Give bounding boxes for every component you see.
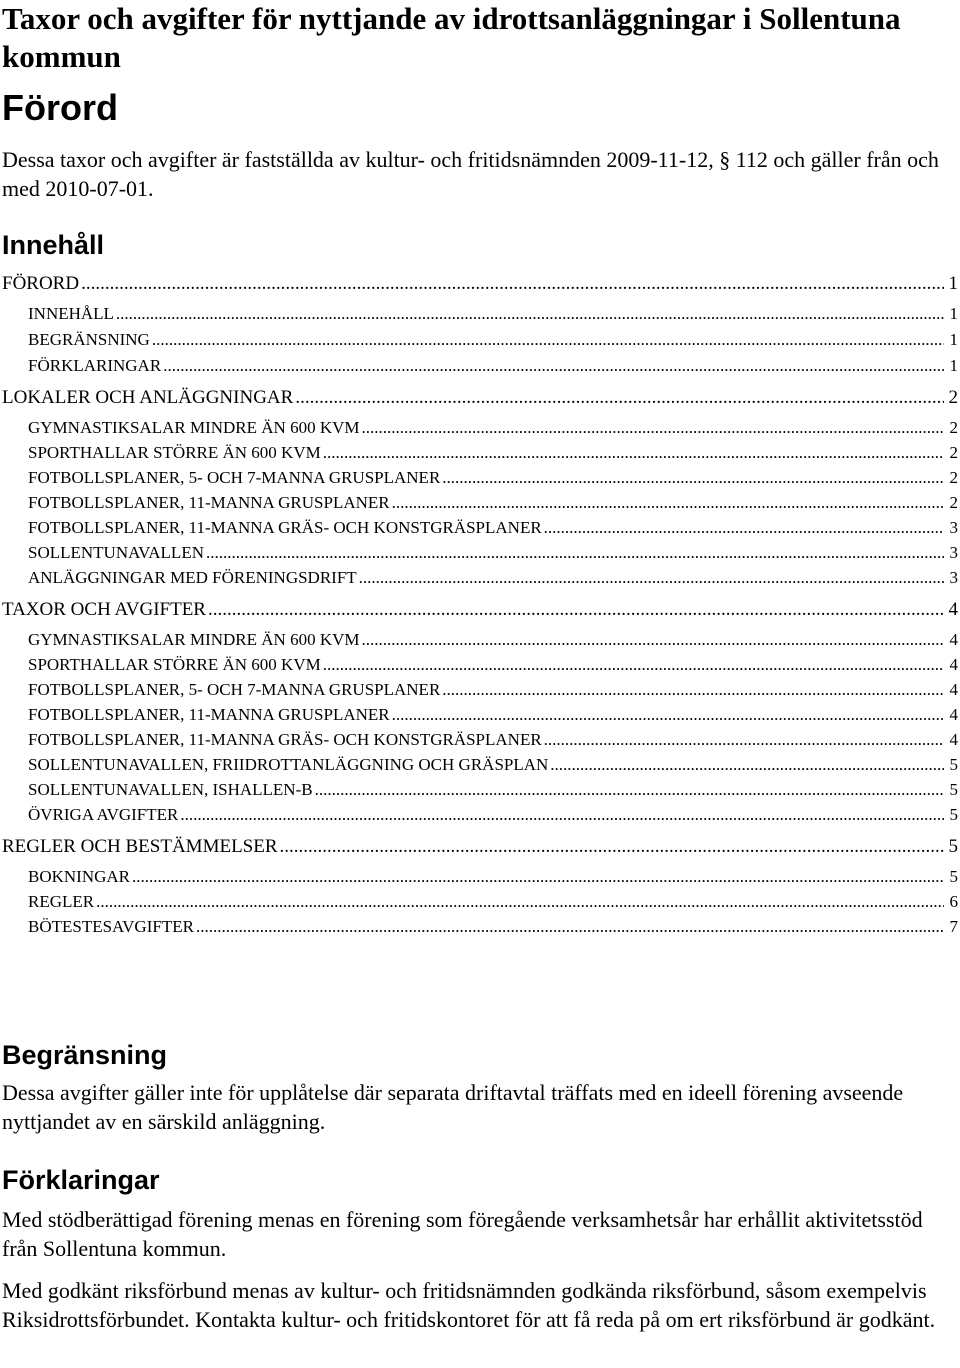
- toc-entry-page: 4: [949, 655, 958, 674]
- toc-entry-page: 4: [949, 730, 958, 749]
- forklaringar-paragraph-1: Med stödberättigad förening menas en förening som föregående verksamhetsår har erhållit aktivitetsstöd från Sollentuna kommun.: [2, 1207, 923, 1261]
- toc-entry[interactable]: [2, 273, 958, 303]
- toc-entry-label: GYMNASTIKSALAR MINDRE ÄN 600 KVM: [28, 418, 360, 437]
- toc-leader-dots: [323, 655, 944, 675]
- toc-entry[interactable]: [2, 493, 958, 517]
- toc-entry-page: 5: [949, 755, 958, 774]
- toc-entry-label: FOTBOLLSPLANER, 5- OCH 7-MANNA GRUSPLANER: [28, 680, 441, 699]
- document-title: Taxor och avgifter för nyttjande av idrottsanläggningar i Sollentuna kommun: [2, 1, 901, 74]
- toc-leader-dots: [544, 730, 944, 750]
- toc-entry[interactable]: [2, 468, 958, 492]
- begransning-text: Dessa avgifter gäller inte för upplåtelse där separata driftavtal träffats med en ideell förening avseende nyttjandet av en särskild anläggning.: [2, 1080, 904, 1134]
- heading-forklaringar: Förklaringar: [2, 1165, 160, 1195]
- toc-entry-label: FOTBOLLSPLANER, 5- OCH 7-MANNA GRUSPLANER: [28, 468, 441, 487]
- toc-entry-label: SOLLENTUNAVALLEN, FRIIDROTTANLÄGGNING OCH GRÄSPLAN: [28, 755, 549, 774]
- toc-entry[interactable]: [2, 630, 958, 654]
- toc-entry-page: 3: [949, 543, 958, 562]
- toc-entry[interactable]: [2, 443, 958, 467]
- heading-forord: Förord: [2, 87, 118, 128]
- toc-leader-dots: [96, 892, 944, 912]
- toc-leader-dots: [323, 443, 944, 463]
- toc-entry[interactable]: [2, 867, 958, 891]
- toc-entry-label: FOTBOLLSPLANER, 11-MANNA GRUSPLANER: [28, 705, 390, 724]
- toc-entry-page: 1: [948, 273, 958, 294]
- toc-entry-label: ÖVRIGA AVGIFTER: [28, 805, 179, 824]
- toc-entry[interactable]: [2, 418, 958, 442]
- toc-entry-label: FÖRORD: [2, 273, 80, 294]
- toc-entry-page: 2: [949, 468, 958, 487]
- toc-entry[interactable]: [2, 917, 958, 941]
- toc-leader-dots: [392, 493, 944, 513]
- toc-entry-label: FOTBOLLSPLANER, 11-MANNA GRÄS- OCH KONSTGRÄSPLANER: [28, 518, 542, 537]
- forord-text: Dessa taxor och avgifter är fastställda av kultur- och fritidsnämnden 2009-11-12, § 112 och gäller från och med 2010-07-01.: [2, 147, 939, 201]
- toc-entry-page: 4: [949, 630, 958, 649]
- toc-leader-dots: [544, 518, 944, 538]
- toc-leader-dots: [152, 330, 944, 350]
- toc-entry[interactable]: [2, 330, 958, 354]
- toc-entry-label: ANLÄGGNINGAR MED FÖRENINGSDRIFT: [28, 568, 357, 587]
- toc-entry-label: SPORTHALLAR STÖRRE ÄN 600 KVM: [28, 443, 321, 462]
- toc-entry[interactable]: [2, 568, 958, 592]
- toc-entry-page: 3: [949, 568, 958, 587]
- toc-entry-page: 5: [949, 780, 958, 799]
- heading-innehall: Innehåll: [2, 230, 105, 260]
- toc-entry-label: SOLLENTUNAVALLEN: [28, 543, 204, 562]
- toc-entry-label: BÖTESTESAVGIFTER: [28, 917, 194, 936]
- toc-entry-label: LOKALER OCH ANLÄGGNINGAR: [2, 387, 294, 408]
- toc-entry-label: GYMNASTIKSALAR MINDRE ÄN 600 KVM: [28, 630, 360, 649]
- toc-entry[interactable]: [2, 356, 958, 380]
- toc-entry-page: 1: [949, 356, 958, 375]
- toc-entry-page: 6: [949, 892, 958, 911]
- toc-entry-label: BOKNINGAR: [28, 867, 130, 886]
- toc-entry[interactable]: [2, 655, 958, 679]
- toc-entry-page: 1: [949, 304, 958, 323]
- toc-entry[interactable]: [2, 730, 958, 754]
- toc-entry-label: TAXOR OCH AVGIFTER: [2, 599, 206, 620]
- toc-entry-page: 2: [948, 387, 958, 408]
- toc-entry[interactable]: [2, 304, 958, 328]
- toc-entry-page: 5: [949, 805, 958, 824]
- toc-leader-dots: [116, 304, 944, 324]
- toc-leader-dots: [392, 705, 944, 725]
- toc-leader-dots: [359, 568, 944, 588]
- toc-entry-label: FOTBOLLSPLANER, 11-MANNA GRÄS- OCH KONSTGRÄSPLANER: [28, 730, 542, 749]
- toc-leader-dots: [280, 836, 944, 858]
- toc-entry[interactable]: [2, 599, 958, 629]
- toc-entry-page: 4: [949, 680, 958, 699]
- forklaringar-paragraph-2: Med godkänt riksförbund menas av kultur- och fritidsnämnden godkända riksförbund, såsom exempelvis Riksidrottsförbundet. Kontakta kultur- och fritidskontoret för att få reda på om ert riksförbund är godkänt.: [2, 1278, 936, 1332]
- toc-leader-dots: [362, 418, 944, 438]
- toc-leader-dots: [362, 630, 944, 650]
- toc-leader-dots: [315, 780, 944, 800]
- toc-entry-page: 2: [949, 443, 958, 462]
- toc-entry[interactable]: [2, 518, 958, 542]
- toc-entry-page: 2: [949, 418, 958, 437]
- toc-entry-label: BEGRÄNSNING: [28, 330, 150, 349]
- toc-entry[interactable]: [2, 755, 958, 779]
- toc-entry-page: 2: [949, 493, 958, 512]
- toc-leader-dots: [196, 917, 944, 937]
- toc-entry-page: 3: [949, 518, 958, 537]
- toc-entry-page: 5: [949, 867, 958, 886]
- toc-entry-label: FOTBOLLSPLANER, 11-MANNA GRUSPLANER: [28, 493, 390, 512]
- toc-entry-label: REGLER: [28, 892, 95, 911]
- toc-leader-dots: [442, 468, 944, 488]
- toc-entry-page: 5: [948, 836, 958, 857]
- toc-entry-page: 1: [949, 330, 958, 349]
- heading-begransning: Begränsning: [2, 1040, 168, 1070]
- toc-entry[interactable]: [2, 892, 958, 916]
- toc-entry-label: SOLLENTUNAVALLEN, ISHALLEN-B: [28, 780, 313, 799]
- toc-leader-dots: [163, 356, 944, 376]
- toc-entry[interactable]: [2, 780, 958, 804]
- toc-leader-dots: [206, 543, 944, 563]
- toc-entry[interactable]: [2, 705, 958, 729]
- toc-leader-dots: [132, 867, 944, 887]
- toc-entry[interactable]: [2, 805, 958, 829]
- toc-entry-label: FÖRKLARINGAR: [28, 356, 162, 375]
- toc-entry-page: 7: [949, 917, 958, 936]
- toc-entry-label: INNEHÅLL: [28, 304, 114, 323]
- toc-leader-dots: [180, 805, 944, 825]
- toc-entry-label: REGLER OCH BESTÄMMELSER: [2, 836, 278, 857]
- toc-leader-dots: [550, 755, 944, 775]
- toc-leader-dots: [295, 387, 944, 409]
- toc-leader-dots: [442, 680, 944, 700]
- toc-leader-dots: [81, 273, 944, 295]
- toc-leader-dots: [208, 599, 944, 621]
- toc-entry-page: 4: [948, 599, 958, 620]
- toc-entry[interactable]: [2, 836, 958, 866]
- toc-entry[interactable]: [2, 543, 958, 567]
- toc-entry[interactable]: [2, 387, 958, 417]
- toc-entry-label: SPORTHALLAR STÖRRE ÄN 600 KVM: [28, 655, 321, 674]
- toc-entry-page: 4: [949, 705, 958, 724]
- toc-entry[interactable]: [2, 680, 958, 704]
